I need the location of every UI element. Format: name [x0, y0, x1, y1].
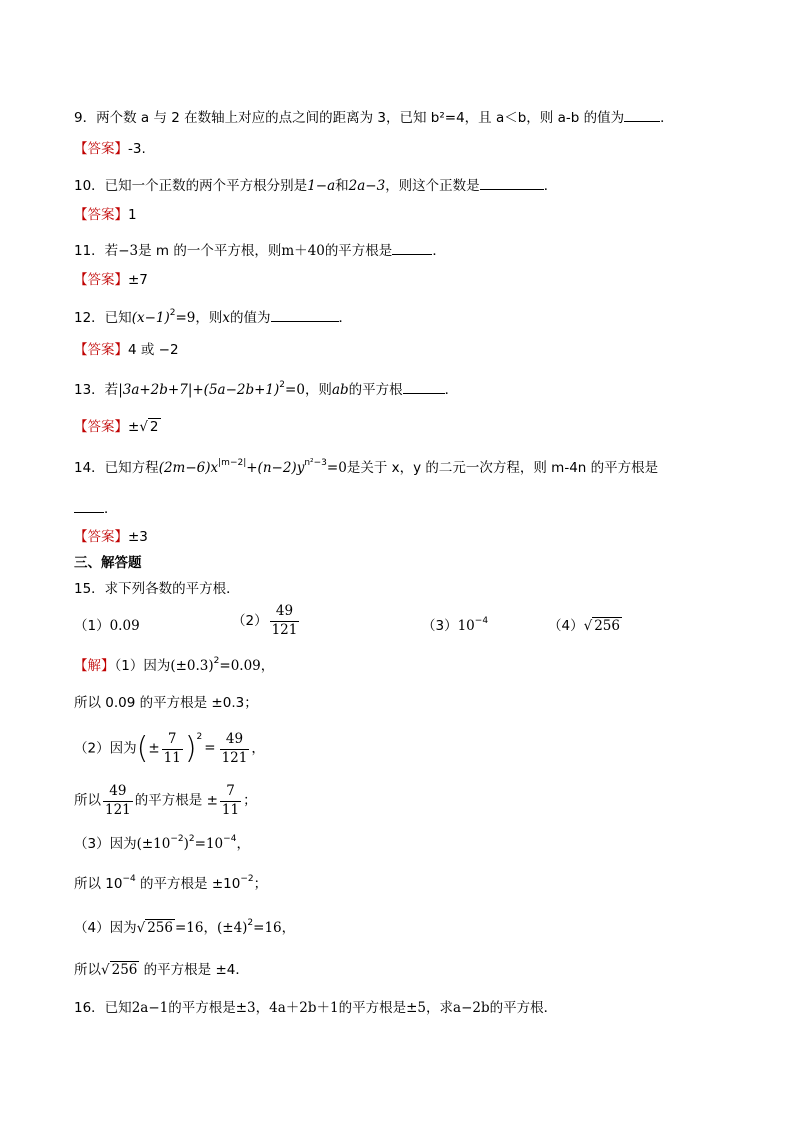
- answer-label: 【答案】: [74, 419, 128, 435]
- q15-item-2: （2） $\frac{49}{121}$: [232, 603, 298, 638]
- answer-blank: [74, 500, 104, 513]
- fraction: $\frac{49}{121}$: [221, 731, 248, 766]
- question-14: 14．已知方程$(2m-6)x^{|m-2|}+(n-2)y^{n^2-3}=0$是关于 x，y 的二元一次方程，则 m-4n 的平方根是: [74, 458, 659, 476]
- solution-line-4: 所以 $\frac{49}{121}$ 的平方根是 ± $\frac{7}{11}$ ；: [74, 783, 257, 818]
- square-root: √ 256: [101, 962, 138, 978]
- answer-label: 【答案】: [74, 529, 128, 545]
- solution-line-7: （4）因为√ 256 =16，$(\pm 4)^2=16$，: [74, 918, 296, 936]
- exponent: n²−3: [304, 458, 327, 468]
- question-13: 13．若$|3a+2b+7|+(5a-2b+1)^2=0$，则ab的平方根 ．: [74, 380, 459, 398]
- answer-blank: [392, 242, 432, 255]
- fraction: $\frac{7}{11}$: [163, 731, 181, 766]
- exponent: 2: [279, 380, 286, 390]
- answer-label: 【答案】: [74, 342, 128, 358]
- answer-value: ±7: [128, 272, 148, 288]
- answer-blank: [624, 109, 660, 122]
- answer-blank: [403, 381, 445, 394]
- answer-value: ±3: [128, 529, 148, 545]
- question-16: 16．已知2a−1的平方根是±3，4a＋2b＋1的平方根是±5，求a−2b的平方根．: [74, 1000, 558, 1016]
- answer-label: 【答案】: [74, 272, 128, 288]
- square-root: √ 256: [583, 618, 620, 634]
- fraction: $\frac{7}{11}$: [221, 783, 240, 818]
- answer-11: [74, 274, 148, 288]
- q15-item-1: （1）0.09: [74, 618, 140, 634]
- section-heading: 三、解答题: [74, 555, 142, 571]
- fraction: $\frac{49}{121}$: [271, 603, 298, 638]
- q15-item-4: （4）√ 256: [548, 618, 620, 634]
- exponent: 2: [169, 308, 176, 318]
- exponent: |m−2|: [218, 458, 247, 468]
- answer-blank: [271, 309, 339, 322]
- question-10: 10．已知一个正数的两个平方根分别是1−a和2a−3，则这个正数是 ．: [74, 178, 558, 194]
- q15-item-3: $(3)10^{-4}$: [422, 616, 489, 634]
- question-9: 9．两个数 a 与 2 在数轴上对应的点之间的距离为 3，已知 b²=4，且 a＜b，则 a-b 的值为 ．: [74, 110, 674, 126]
- math-expr: |3a+2b+7|+(5a−2b+1): [118, 382, 280, 398]
- square-root: √ 256: [136, 920, 173, 936]
- math-expr: 1−a: [307, 178, 336, 194]
- answer-9: [74, 143, 146, 157]
- answer-13: 【答案】±√ 2: [74, 419, 159, 435]
- solution-line-8: 所以√ 256 的平方根是 ±4．: [74, 962, 249, 978]
- math-expr: (x−1): [131, 310, 170, 326]
- answer-value: -3.: [128, 141, 146, 157]
- solution-line-1: 【解】（1）因为$(\pm 0.3)^2=0.09$，: [74, 656, 275, 674]
- math-expr: m＋40: [281, 243, 325, 259]
- q9-text: 9．两个数 a 与 2 在数轴上对应的点之间的距离为 3，已知 b²=4，且 a＜b，则 a-b 的值为: [74, 110, 625, 126]
- solution-line-2: 所以 0.09 的平方根是 ±0.3；: [74, 695, 258, 711]
- answer-14: [74, 531, 148, 545]
- answer-12: [74, 344, 179, 358]
- square-root: √ 2: [139, 419, 159, 435]
- question-11: 11．若−3是 m 的一个平方根，则m＋40的平方根是 ．: [74, 243, 446, 259]
- math-expr: 2a−3: [348, 178, 386, 194]
- question-14-blank-line: ．: [74, 500, 118, 517]
- solution-line-6: 所以 $10^{-4}$ 的平方根是 $\pm 10^{-2}$；: [74, 874, 268, 892]
- answer-value: 1: [128, 207, 137, 223]
- answer-label: 【答案】: [74, 207, 128, 223]
- math-expr: −3: [118, 243, 139, 259]
- solution-line-5: （3）因为$(\pm 10^{-2})^2=10^{-4}$，: [74, 834, 250, 852]
- answer-10: [74, 209, 137, 223]
- question-12: 12．已知$(x-1)^2=9$，则x的值为 ．: [74, 308, 353, 326]
- solution-label: 【解】: [74, 658, 115, 674]
- fraction: $\frac{49}{121}$: [105, 783, 131, 818]
- question-15: 15．求下列各数的平方根．: [74, 581, 240, 597]
- math-expr: (2m−6)x: [158, 460, 219, 476]
- answer-label: 【答案】: [74, 141, 128, 157]
- answer-blank: [480, 177, 544, 190]
- solution-line-3: （2）因为(± $\frac{7}{11}$ )$^2$= $\frac{49}{121}$ ，: [74, 731, 265, 766]
- answer-value: 4 或 −2: [128, 342, 179, 358]
